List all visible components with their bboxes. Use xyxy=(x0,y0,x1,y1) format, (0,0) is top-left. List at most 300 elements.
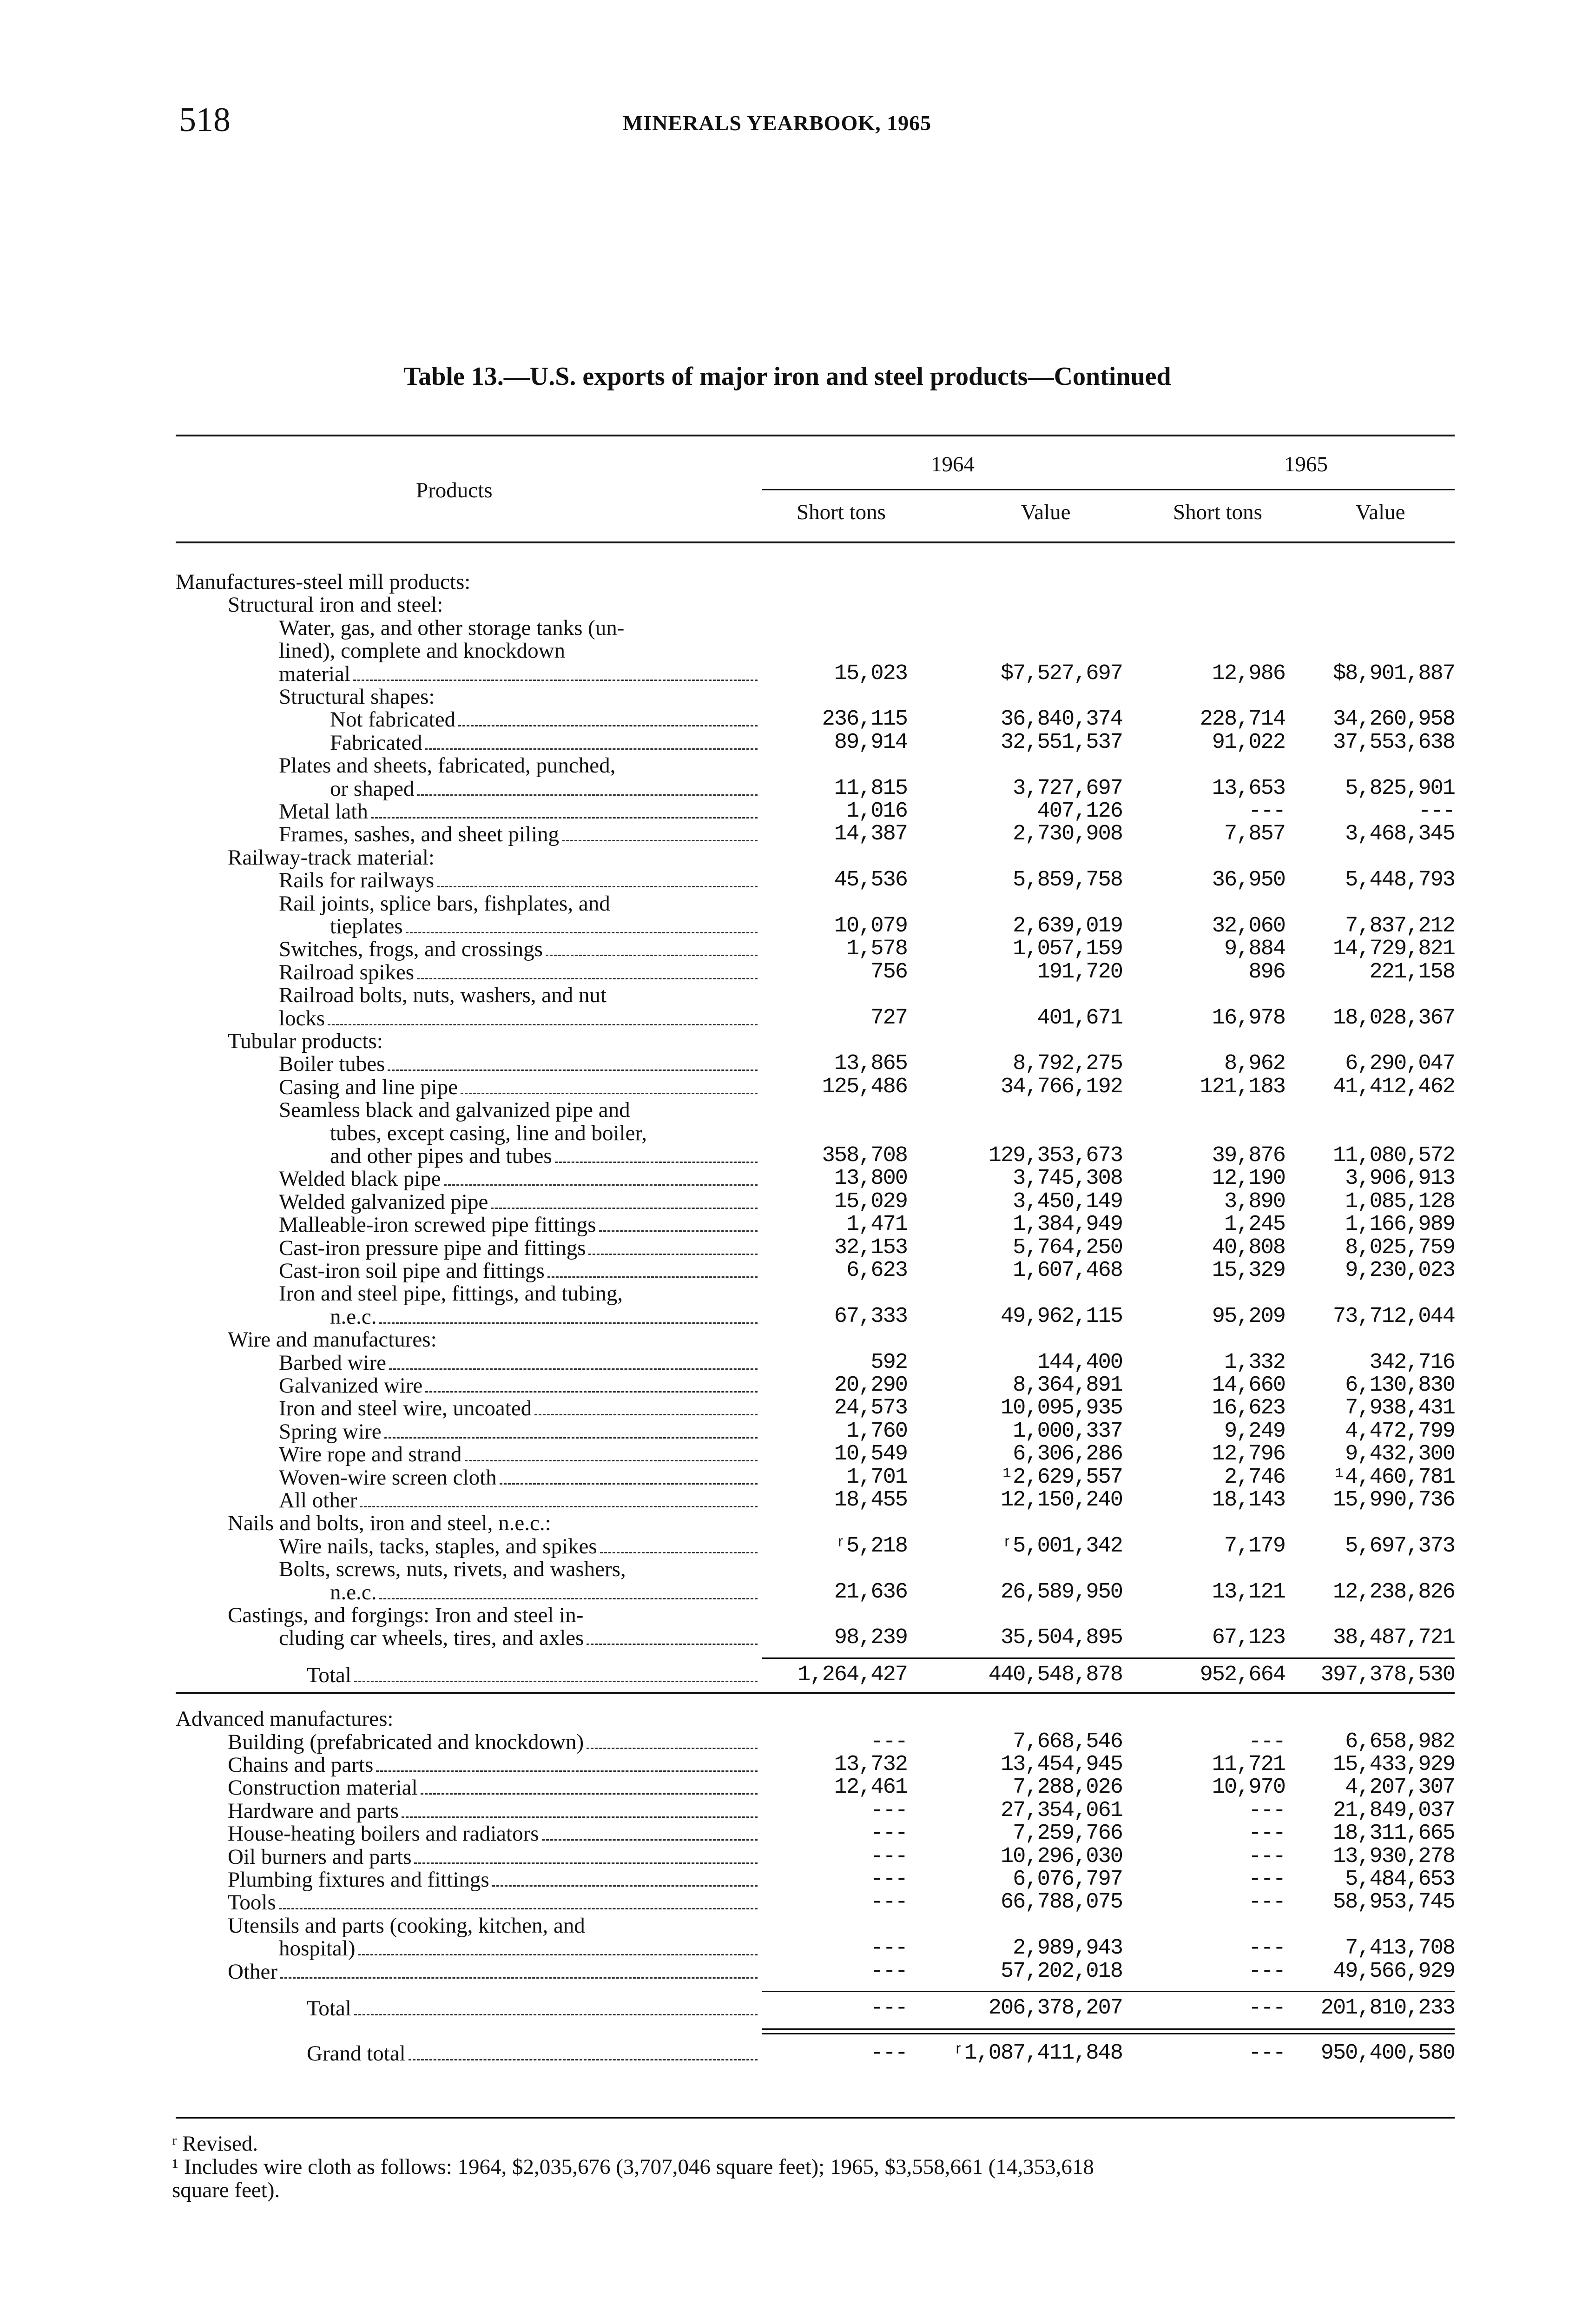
short-tons-1965-cell: 1,332 xyxy=(1224,1350,1285,1375)
table-row xyxy=(0,1237,1582,1259)
short-tons-1964-cell: 98,239 xyxy=(834,1625,907,1651)
leader-dots xyxy=(354,2014,758,2015)
running-head: MINERALS YEARBOOK, 1965 xyxy=(623,111,932,135)
leader-dots xyxy=(376,1770,758,1772)
short-tons-1965-cell: 14,660 xyxy=(1212,1373,1285,1398)
short-tons-1964-cell: 18,455 xyxy=(834,1488,907,1512)
table-row xyxy=(0,1282,1582,1305)
value-1964-cell: 5,764,250 xyxy=(1013,1235,1122,1260)
leader-dots xyxy=(588,1254,758,1255)
value-1965-cell: 9,230,023 xyxy=(1345,1258,1455,1283)
row-label: Iron and steel pipe, fittings, and tubing, xyxy=(279,1281,623,1306)
short-tons-1964-cell: 21,636 xyxy=(834,1579,907,1604)
row-label: Fabricated xyxy=(330,730,422,755)
table-row xyxy=(0,1397,1582,1419)
footnote-1: ¹ Includes wire cloth as follows: 1964, $2,035,676 (3,707,046 square feet); 1965, $3,558,661 (14,353,618 xyxy=(172,2155,1094,2179)
leader-dots xyxy=(444,1184,758,1186)
table-row xyxy=(0,1891,1582,1914)
short-tons-1964-cell: --- xyxy=(870,1996,907,2020)
table-row xyxy=(0,915,1582,938)
row-label: Building (prefabricated and knockdown) xyxy=(228,1730,584,1754)
leader-dots xyxy=(371,817,758,819)
row-label: and other pipes and tubes xyxy=(330,1144,552,1168)
table-row xyxy=(0,1915,1582,1937)
table-row xyxy=(0,892,1582,915)
value-1965-cell: 7,837,212 xyxy=(1345,914,1455,938)
value-1964-cell: 7,288,026 xyxy=(1013,1775,1122,1800)
short-tons-1964-cell: 236,115 xyxy=(822,707,907,732)
row-label: Cast-iron soil pipe and fittings xyxy=(279,1259,545,1283)
leader-dots xyxy=(353,680,758,681)
value-1964-cell: 401,671 xyxy=(1037,1005,1122,1030)
table-title: Table 13.—U.S. exports of major iron and steel products—Continued xyxy=(403,362,1171,391)
value-1965-cell: 11,080,572 xyxy=(1332,1143,1455,1168)
row-label: Cast-iron pressure pipe and fittings xyxy=(279,1235,586,1260)
section-rule-below xyxy=(176,1692,1455,1694)
grand-total-rule-second xyxy=(762,2033,1455,2034)
value-1965-cell: 73,712,044 xyxy=(1332,1304,1455,1329)
leader-dots xyxy=(555,1162,758,1163)
value-1965-cell: 13,930,278 xyxy=(1332,1844,1455,1869)
leader-dots xyxy=(599,1230,758,1232)
row-label: Structural shapes: xyxy=(279,685,435,709)
page-number: 518 xyxy=(179,101,231,139)
value-1965-cell: 7,413,708 xyxy=(1345,1936,1455,1961)
value-1964-cell: ¹2,629,557 xyxy=(1000,1465,1122,1490)
table-row xyxy=(0,1328,1582,1351)
short-tons-1965-cell: 91,022 xyxy=(1212,730,1285,755)
row-label: Railroad spikes xyxy=(279,960,415,984)
value-1965-cell: 7,938,431 xyxy=(1345,1396,1455,1421)
short-tons-1965-cell: 40,808 xyxy=(1212,1235,1285,1260)
table-row xyxy=(0,686,1582,708)
value-1964-cell: 1,057,159 xyxy=(1013,937,1122,962)
value-1964-cell: 3,745,308 xyxy=(1013,1166,1122,1191)
value-1965-cell: 4,472,799 xyxy=(1345,1419,1455,1444)
leader-dots xyxy=(500,1483,758,1485)
row-label: Water, gas, and other storage tanks (un- xyxy=(279,615,625,640)
short-tons-1964-cell: 1,760 xyxy=(846,1419,907,1444)
short-tons-1964-cell: 32,153 xyxy=(834,1235,907,1260)
value-1964-cell: 1,384,949 xyxy=(1013,1212,1122,1237)
leader-dots xyxy=(562,840,758,841)
row-label: Boiler tubes xyxy=(279,1052,385,1076)
short-tons-1965-cell: 9,249 xyxy=(1224,1419,1285,1444)
row-label: Malleable-iron screwed pipe fittings xyxy=(279,1213,596,1237)
table-row xyxy=(0,938,1582,960)
leader-dots xyxy=(534,1414,758,1415)
short-tons-1965-cell: --- xyxy=(1248,1798,1285,1823)
value-1965-cell: 6,130,830 xyxy=(1345,1373,1455,1398)
value-1964-cell: 440,548,878 xyxy=(988,1662,1122,1687)
grand-total-rule-top xyxy=(762,2028,1455,2030)
short-tons-1964-cell: 67,333 xyxy=(834,1304,907,1329)
short-tons-1965-cell: 67,123 xyxy=(1212,1625,1285,1651)
value-1964-cell: 12,150,240 xyxy=(1000,1488,1122,1512)
table-row xyxy=(0,640,1582,662)
row-label: Manufactures-steel mill products: xyxy=(176,570,471,594)
short-tons-1965-cell: 16,623 xyxy=(1212,1396,1285,1421)
value-1964-cell: 5,859,758 xyxy=(1013,868,1122,893)
row-label: tubes, except casing, line and boiler, xyxy=(330,1121,647,1145)
value-1964-cell: 3,450,149 xyxy=(1013,1189,1122,1214)
table-row xyxy=(0,1306,1582,1328)
row-label: Grand total xyxy=(307,2041,406,2066)
value-1965-cell: 18,028,367 xyxy=(1332,1005,1455,1030)
short-tons-1964-cell: --- xyxy=(870,1867,907,1892)
short-tons-1964-cell: 89,914 xyxy=(834,730,907,755)
leader-dots xyxy=(354,1681,758,1682)
short-tons-1965-cell: 3,890 xyxy=(1224,1189,1285,1214)
value-1964-cell: 35,504,895 xyxy=(1000,1625,1122,1651)
table-row xyxy=(0,663,1582,685)
value-1964-cell: 191,720 xyxy=(1037,959,1122,984)
row-label: Castings, and forgings: Iron and steel in- xyxy=(228,1603,584,1627)
header-1964: 1964 xyxy=(931,452,975,476)
value-1965-cell: 5,484,653 xyxy=(1345,1867,1455,1892)
short-tons-1965-cell: 39,876 xyxy=(1212,1143,1285,1168)
total-rule-above xyxy=(762,1657,1455,1659)
value-1965-cell: 18,311,665 xyxy=(1332,1821,1455,1846)
row-label: tieplates xyxy=(330,914,403,938)
short-tons-1964-cell: 1,016 xyxy=(846,799,907,824)
short-tons-1964-cell: ʳ5,218 xyxy=(834,1533,907,1558)
row-label: Woven-wire screen cloth xyxy=(279,1465,497,1490)
table-row xyxy=(0,869,1582,891)
value-1964-cell: 206,378,207 xyxy=(988,1996,1122,2020)
short-tons-1965-cell: 16,978 xyxy=(1212,1005,1285,1030)
row-label: Iron and steel wire, uncoated xyxy=(279,1396,532,1421)
row-label: Casing and line pipe xyxy=(279,1075,458,1099)
row-label: Not fabricated xyxy=(330,707,456,732)
leader-dots xyxy=(280,1977,758,1979)
short-tons-1965-cell: 1,245 xyxy=(1224,1212,1285,1237)
header-short-tons-1965: Short tons xyxy=(1173,500,1262,524)
short-tons-1965-cell: 9,884 xyxy=(1224,937,1285,962)
value-1964-cell: 34,766,192 xyxy=(1000,1074,1122,1099)
table-row xyxy=(0,823,1582,845)
value-1965-cell: 5,825,901 xyxy=(1345,776,1455,801)
value-1964-cell: 49,962,115 xyxy=(1000,1304,1122,1329)
value-1964-cell: 27,354,061 xyxy=(1000,1798,1122,1823)
row-label: cluding car wheels, tires, and axles xyxy=(279,1626,584,1651)
short-tons-1965-cell: 8,962 xyxy=(1224,1051,1285,1076)
short-tons-1964-cell: --- xyxy=(870,1729,907,1754)
value-1965-cell: --- xyxy=(1418,799,1455,824)
row-label: Tubular products: xyxy=(228,1029,383,1053)
table-row xyxy=(0,594,1582,616)
row-label: Other xyxy=(228,1959,278,1984)
row-label: Railroad bolts, nuts, washers, and nut xyxy=(279,983,606,1008)
value-1964-cell: 407,126 xyxy=(1037,799,1122,824)
short-tons-1965-cell: 2,746 xyxy=(1224,1465,1285,1490)
short-tons-1965-cell: --- xyxy=(1248,1844,1285,1869)
value-1964-cell: ʳ1,087,411,848 xyxy=(952,2041,1122,2066)
short-tons-1965-cell: 228,714 xyxy=(1200,707,1285,732)
value-1965-cell: 12,238,826 xyxy=(1332,1579,1455,1604)
table-row xyxy=(0,1489,1582,1512)
table-row xyxy=(0,1558,1582,1580)
value-1965-cell: 21,849,037 xyxy=(1332,1798,1455,1823)
leader-dots xyxy=(421,1793,758,1795)
value-1965-cell: 58,953,745 xyxy=(1332,1890,1455,1915)
short-tons-1964-cell: 10,079 xyxy=(834,914,907,938)
table-row xyxy=(0,1191,1582,1213)
short-tons-1964-cell: 1,701 xyxy=(846,1465,907,1490)
row-label: Plumbing fixtures and fittings xyxy=(228,1868,489,1892)
short-tons-1965-cell: 7,857 xyxy=(1224,822,1285,847)
table-row xyxy=(0,1168,1582,1190)
leader-dots xyxy=(379,1322,758,1324)
short-tons-1964-cell: 358,708 xyxy=(822,1143,907,1168)
row-label: Metal lath xyxy=(279,799,368,824)
leader-dots xyxy=(388,1070,758,1071)
row-label: Frames, sashes, and sheet piling xyxy=(279,822,560,847)
table-row xyxy=(0,1007,1582,1030)
short-tons-1965-cell: --- xyxy=(1248,1996,1285,2020)
value-1964-cell: 3,727,697 xyxy=(1013,776,1122,801)
table-row xyxy=(0,1076,1582,1098)
value-1965-cell: 38,487,721 xyxy=(1332,1625,1455,1651)
table-row xyxy=(0,1822,1582,1845)
row-label: Tools xyxy=(228,1890,276,1915)
table-row xyxy=(0,754,1582,777)
leader-dots xyxy=(360,1506,758,1507)
leader-dots xyxy=(417,794,758,796)
row-label: Bolts, screws, nuts, rivets, and washers, xyxy=(279,1557,626,1582)
short-tons-1964-cell: 45,536 xyxy=(834,868,907,893)
footer-rule xyxy=(176,2117,1455,2119)
short-tons-1965-cell: 12,796 xyxy=(1212,1442,1285,1467)
leader-dots xyxy=(587,1644,758,1645)
table-row xyxy=(0,1937,1582,1960)
short-tons-1964-cell: 756 xyxy=(870,959,907,984)
table-total-row xyxy=(0,1997,1582,2020)
row-label: lined), complete and knockdown xyxy=(279,639,566,663)
short-tons-1964-cell: 15,023 xyxy=(834,661,907,686)
short-tons-1965-cell: 15,329 xyxy=(1212,1258,1285,1283)
row-label: Rail joints, splice bars, fishplates, and xyxy=(279,891,610,916)
short-tons-1965-cell: 11,721 xyxy=(1212,1752,1285,1777)
leader-dots xyxy=(425,1391,758,1393)
short-tons-1965-cell: --- xyxy=(1248,1821,1285,1846)
table-row xyxy=(0,1800,1582,1822)
footnote-1-cont: square feet). xyxy=(172,2178,280,2202)
table-row xyxy=(0,1512,1582,1534)
row-label: Total xyxy=(307,1663,351,1687)
value-1964-cell: 10,296,030 xyxy=(1000,1844,1122,1869)
value-1965-cell: 950,400,580 xyxy=(1320,2041,1455,2066)
short-tons-1964-cell: 125,486 xyxy=(822,1074,907,1099)
leader-dots xyxy=(389,1368,758,1370)
short-tons-1965-cell: 952,664 xyxy=(1200,1662,1285,1687)
table-row xyxy=(0,800,1582,823)
value-1965-cell: 221,158 xyxy=(1369,959,1455,984)
table-row xyxy=(0,984,1582,1006)
table-row xyxy=(0,1420,1582,1443)
short-tons-1965-cell: --- xyxy=(1248,1729,1285,1754)
value-1965-cell: 342,716 xyxy=(1369,1350,1455,1375)
short-tons-1965-cell: 12,190 xyxy=(1212,1166,1285,1191)
header-value-1964: Value xyxy=(1021,500,1071,524)
short-tons-1964-cell: 1,578 xyxy=(846,937,907,962)
table-row xyxy=(0,1352,1582,1374)
table-total-row xyxy=(0,2042,1582,2065)
value-1964-cell: 2,639,019 xyxy=(1013,914,1122,938)
value-1965-cell: 14,729,821 xyxy=(1332,937,1455,962)
leader-dots xyxy=(279,1908,758,1909)
table-row xyxy=(0,1846,1582,1868)
short-tons-1964-cell: 1,264,427 xyxy=(798,1662,907,1687)
value-1965-cell: 1,085,128 xyxy=(1345,1189,1455,1214)
short-tons-1965-cell: 36,950 xyxy=(1212,868,1285,893)
table-row xyxy=(0,732,1582,754)
value-1964-cell: 10,095,935 xyxy=(1000,1396,1122,1421)
short-tons-1965-cell: 18,143 xyxy=(1212,1488,1285,1512)
value-1964-cell: 13,454,945 xyxy=(1000,1752,1122,1777)
short-tons-1964-cell: 24,573 xyxy=(834,1396,907,1421)
leader-dots xyxy=(384,1437,758,1439)
table-row xyxy=(0,1961,1582,1983)
row-label: Utensils and parts (cooking, kitchen, and xyxy=(228,1913,585,1938)
value-1964-cell: 6,306,286 xyxy=(1013,1442,1122,1467)
row-label: or shaped xyxy=(330,776,415,801)
table-row xyxy=(0,846,1582,869)
short-tons-1964-cell: 592 xyxy=(870,1350,907,1375)
value-1964-cell: 7,259,766 xyxy=(1013,1821,1122,1846)
row-label: Oil burners and parts xyxy=(228,1844,412,1869)
value-1965-cell: 15,433,929 xyxy=(1332,1752,1455,1777)
short-tons-1964-cell: 13,732 xyxy=(834,1752,907,1777)
row-label: Plates and sheets, fabricated, punched, xyxy=(279,753,616,778)
leader-dots xyxy=(587,1748,758,1749)
short-tons-1965-cell: 32,060 xyxy=(1212,914,1285,938)
leader-dots xyxy=(379,1598,758,1599)
row-label: Welded galvanized pipe xyxy=(279,1189,488,1214)
short-tons-1965-cell: 13,121 xyxy=(1212,1579,1285,1604)
leader-dots xyxy=(458,725,758,726)
short-tons-1964-cell: 6,623 xyxy=(846,1258,907,1283)
short-tons-1964-cell: 15,029 xyxy=(834,1189,907,1214)
leader-dots xyxy=(414,1862,758,1864)
short-tons-1965-cell: --- xyxy=(1248,1867,1285,1892)
row-label: Chains and parts xyxy=(228,1753,374,1777)
value-1965-cell: 397,378,530 xyxy=(1320,1662,1455,1687)
short-tons-1965-cell: --- xyxy=(1248,1936,1285,1961)
row-label: Barbed wire xyxy=(279,1350,386,1375)
leader-dots xyxy=(328,1024,758,1025)
leader-dots xyxy=(417,978,758,979)
value-1964-cell: 36,840,374 xyxy=(1000,707,1122,732)
short-tons-1964-cell: --- xyxy=(870,2041,907,2066)
table-total-row xyxy=(0,1664,1582,1686)
value-1965-cell: 15,990,736 xyxy=(1332,1488,1455,1512)
header-top-rule xyxy=(176,435,1455,436)
leader-dots xyxy=(546,955,758,956)
leader-dots xyxy=(406,932,758,933)
row-label: n.e.c. xyxy=(330,1304,377,1329)
table-row xyxy=(0,1535,1582,1558)
leader-dots xyxy=(542,1839,758,1841)
value-1964-cell: 66,788,075 xyxy=(1000,1890,1122,1915)
short-tons-1965-cell: 896 xyxy=(1248,959,1285,984)
leader-dots xyxy=(547,1276,758,1278)
row-label: Advanced manufactures: xyxy=(176,1707,394,1731)
leader-dots xyxy=(437,886,758,887)
table-row xyxy=(0,778,1582,800)
short-tons-1964-cell: 13,800 xyxy=(834,1166,907,1191)
value-1965-cell: 5,697,373 xyxy=(1345,1533,1455,1558)
table-row xyxy=(0,571,1582,593)
table-row xyxy=(0,1030,1582,1052)
short-tons-1965-cell: 95,209 xyxy=(1212,1304,1285,1329)
total-rule-above xyxy=(762,1991,1455,1992)
row-label: House-heating boilers and radiators xyxy=(228,1822,539,1846)
row-label: Construction material xyxy=(228,1776,418,1800)
row-label: Wire nails, tacks, staples, and spikes xyxy=(279,1534,597,1558)
value-1965-cell: 4,207,307 xyxy=(1345,1775,1455,1800)
value-1965-cell: 1,166,989 xyxy=(1345,1212,1455,1237)
table-row xyxy=(0,1466,1582,1489)
short-tons-1964-cell: --- xyxy=(870,1936,907,1961)
value-1964-cell: 8,364,891 xyxy=(1013,1373,1122,1398)
header-1965: 1965 xyxy=(1284,452,1328,476)
short-tons-1964-cell: --- xyxy=(870,1821,907,1846)
header-short-tons-1964: Short tons xyxy=(797,500,886,524)
short-tons-1964-cell: --- xyxy=(870,1844,907,1869)
short-tons-1964-cell: 14,387 xyxy=(834,822,907,847)
value-1964-cell: 26,589,950 xyxy=(1000,1579,1122,1604)
row-label: Hardware and parts xyxy=(228,1798,399,1823)
header-bottom-rule xyxy=(176,541,1455,543)
value-1965-cell: 3,906,913 xyxy=(1345,1166,1455,1191)
value-1965-cell: 34,260,958 xyxy=(1332,707,1455,732)
leader-dots xyxy=(358,1954,758,1955)
short-tons-1964-cell: 20,290 xyxy=(834,1373,907,1398)
row-label: Galvanized wire xyxy=(279,1373,423,1398)
short-tons-1964-cell: --- xyxy=(870,1798,907,1823)
footnote-revised: ʳ Revised. xyxy=(172,2132,258,2156)
table-row xyxy=(0,1604,1582,1626)
short-tons-1965-cell: 7,179 xyxy=(1224,1533,1285,1558)
value-1964-cell: 57,202,018 xyxy=(1000,1959,1122,1984)
row-label: All other xyxy=(279,1488,357,1512)
short-tons-1965-cell: 13,653 xyxy=(1212,776,1285,801)
short-tons-1964-cell: 11,815 xyxy=(834,776,907,801)
leader-dots xyxy=(491,1208,758,1209)
table-row xyxy=(0,1260,1582,1282)
value-1964-cell: 1,000,337 xyxy=(1013,1419,1122,1444)
short-tons-1964-cell: --- xyxy=(870,1959,907,1984)
year-underline xyxy=(762,489,1455,490)
row-label: Rails for railways xyxy=(279,868,435,893)
short-tons-1965-cell: 121,183 xyxy=(1200,1074,1285,1099)
value-1965-cell: 201,810,233 xyxy=(1320,1996,1455,2020)
short-tons-1964-cell: 10,549 xyxy=(834,1442,907,1467)
row-label: Railway-track material: xyxy=(228,845,435,870)
table-row xyxy=(0,1214,1582,1236)
table-row xyxy=(0,1374,1582,1397)
table-row xyxy=(0,708,1582,731)
value-1964-cell: 6,076,797 xyxy=(1013,1867,1122,1892)
row-label: n.e.c. xyxy=(330,1580,377,1604)
row-label: Total xyxy=(307,1996,351,2020)
short-tons-1965-cell: --- xyxy=(1248,799,1285,824)
row-label: Welded black pipe xyxy=(279,1167,441,1191)
table-row xyxy=(0,1776,1582,1799)
value-1965-cell: ¹4,460,781 xyxy=(1332,1465,1455,1490)
short-tons-1964-cell: --- xyxy=(870,1890,907,1915)
